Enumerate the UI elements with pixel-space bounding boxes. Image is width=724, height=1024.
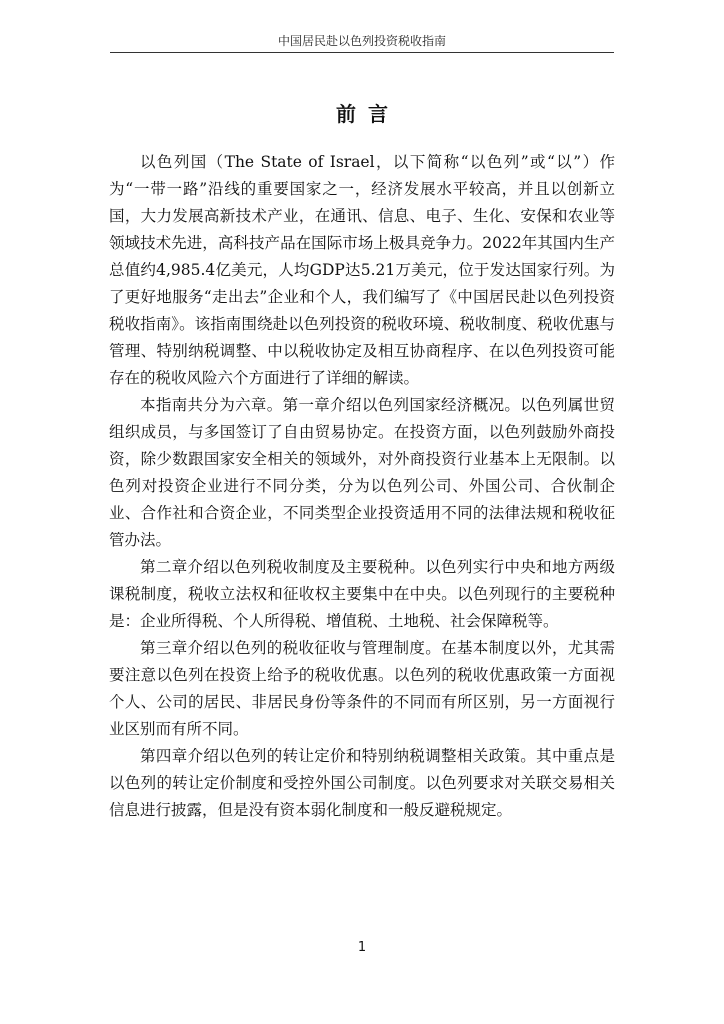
page-number: 1 — [357, 940, 367, 955]
paragraph-4: 第三章介绍以色列的税收征收与管理制度。在基本制度以外，尤其需要注意以色列在投资上给予的税收优惠。以色列的税收优惠政策一方面视个人、公司的居民、非居民身份等条件的不同而有所区别，另一方面视行业区别而有所不同。 — [109, 639, 615, 738]
running-header: 中国居民赴以色列投资税收指南 — [277, 34, 446, 48]
paragraph-1: 以色列国（The State of Israel，以下简称“以色列”或“以”）作为“一带一路”沿线的重要国家之一，经济发展水平较高，并且以创新立国，大力发展高新技术产业，在通讯、信息、电子、生化、安保和农业等领域技术先进，高科技产品在国际市场上极具竞争力。2022年其国内生产总值约4,985.4亿美元，人均GDP达5.21万美元，位于发达国家行列。为了更好地服务“走出去”企业和个人，我们编写了《中国居民赴以色列投资税收指南》。该指南围绕赴以色列投资的税收环境、税收制度、税收优惠与管理、特别纳税调整、中以税收协定及相互协商程序、在以色列投资可能存在的税收风险六个方面进行了详细的解读。 — [109, 153, 615, 387]
paragraph-5: 第四章介绍以色列的转让定价和特别纳税调整相关政策。其中重点是以色列的转让定价制度和受控外国公司制度。以色列要求对关联交易相关信息进行披露，但是没有资本弱化制度和一般反避税规定。 — [109, 747, 615, 819]
page-title: 前言 — [336, 102, 400, 126]
body-text — [109, 149, 615, 824]
paragraph-2: 本指南共分为六章。第一章介绍以色列国家经济概况。以色列属世贸组织成员，与多国签订了自由贸易协定。在投资方面，以色列鼓励外商投资，除少数跟国家安全相关的领域外，对外商投资行业基本上无限制。以色列对投资企业进行不同分类，分为以色列公司、外国公司、合伙制企业、合作社和合资企业，不同类型企业投资适用不同的法律法规和税收征管办法。 — [109, 396, 615, 549]
header-divider — [110, 52, 614, 53]
paragraph-3: 第二章介绍以色列税收制度及主要税种。以色列实行中央和地方两级课税制度，税收立法权和征收权主要集中在中央。以色列现行的主要税种是：企业所得税、个人所得税、增值税、土地税、社会保障税等。 — [109, 558, 615, 630]
